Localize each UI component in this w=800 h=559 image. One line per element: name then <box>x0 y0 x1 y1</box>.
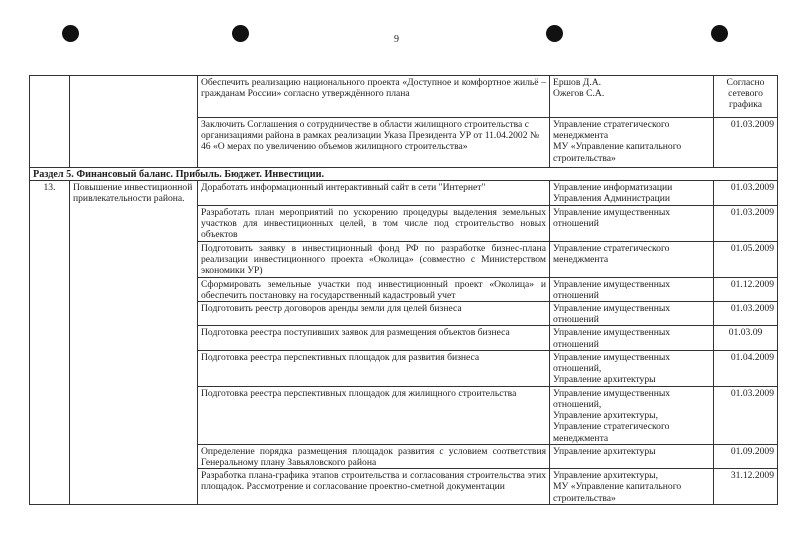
deadline-cell: 01.04.2009 <box>714 350 778 386</box>
responsible-line: Управление имущественных отношений <box>553 327 671 350</box>
responsible-cell <box>550 277 714 301</box>
responsible-line: Управление имущественных отношений, <box>553 387 671 411</box>
responsible-cell <box>550 386 714 444</box>
num-cell <box>30 76 70 168</box>
responsible-cell <box>550 326 714 350</box>
deadline-cell: 01.03.09 <box>714 326 778 350</box>
responsible-cell <box>550 469 714 505</box>
responsible-line: Управление архитектуры, <box>553 410 658 422</box>
activity-cell: Сформировать земельные участки под инвестиционный проект «Околица» и обеспечить постановку на государственный кадастровый учет <box>198 277 550 301</box>
activity-cell: Разработка плана-графика этапов строительства и согласования строительства этих площадок. Рассмотрение и согласование проектно-сметной документации <box>198 469 550 505</box>
responsible-cell <box>550 350 714 386</box>
deadline-cell: 01.03.2009 <box>714 118 778 168</box>
deadline-cell: 01.03.2009 <box>714 302 778 326</box>
responsible-cell <box>550 302 714 326</box>
responsible-line: Управление стратегического менеджмента <box>553 119 670 142</box>
plan-table <box>29 75 778 505</box>
activity-cell: Заключить Соглашения о сотрудничестве в области жилищного строительства с организациями района в рамках реализации Указа Президента УР от 11.04.2002 № 46 «О мерах по увеличению объемов жилищного строительства» <box>198 118 550 168</box>
activity-cell: Подготовить реестр договоров аренды земли для целей бизнеса <box>198 302 550 326</box>
activity-cell: Доработать информационный интерактивный сайт в сети "Интернет" <box>198 181 550 205</box>
activity-cell: Обеспечить реализацию национального проекта «Доступное и комфортное жильё – гражданам России» согласно утверждённого плана <box>198 76 550 118</box>
binder-hole-1 <box>62 25 79 42</box>
goal-cell <box>70 76 198 168</box>
activity-cell: Подготовка реестра перспективных площадок для жилищного строительства <box>198 386 550 444</box>
binder-hole-4 <box>711 25 728 42</box>
responsible-cell <box>550 181 714 205</box>
responsible-line: МУ «Управление капитального строительства» <box>553 481 682 504</box>
section-title: Раздел 5. Финансовый баланс. Прибыль. Бюджет. Инвестиции. <box>30 168 778 181</box>
table-row <box>30 76 778 118</box>
activity-cell: Подготовка реестра поступивших заявок для размещения объектов бизнеса <box>198 326 550 350</box>
responsible-line: Управление стратегического менеджмента <box>553 421 670 444</box>
activity-cell: Подготовить заявку в инвестиционный фонд РФ по разработке бизнес-плана реализации инвестиционного проекта «Околица» (совместно с Министерством экономики УР) <box>198 241 550 277</box>
deadline-cell: Согласно сетевого графика <box>714 76 778 118</box>
binder-hole-3 <box>546 25 563 42</box>
responsible-line: Управления Администрации <box>553 193 670 205</box>
page-number: 9 <box>394 34 399 45</box>
responsible-cell <box>550 444 714 468</box>
binder-hole-2 <box>232 25 249 42</box>
deadline-cell: 31.12.2009 <box>714 469 778 505</box>
responsible-line: Управление имущественных отношений <box>553 303 671 326</box>
deadline-cell: 01.03.2009 <box>714 205 778 241</box>
responsible-line: МУ «Управление капитального строительства» <box>553 141 682 164</box>
table-row <box>30 181 778 205</box>
responsible-line: Управление имущественных отношений <box>553 278 671 301</box>
item-goal: Повышение инвестиционной привлекательности района. <box>70 181 198 505</box>
responsible-cell <box>550 205 714 241</box>
responsible-cell <box>550 118 714 168</box>
deadline-cell: 01.12.2009 <box>714 277 778 301</box>
responsible-line: Управление имущественных отношений, <box>553 351 671 375</box>
responsible-line: Ожегов С.А. <box>553 88 605 100</box>
responsible-line: Управление архитектуры <box>553 445 656 457</box>
responsible-line: Управление архитектуры, <box>553 470 658 482</box>
section-header-row <box>30 168 778 181</box>
responsible-line: Ершов Д.А. <box>553 77 602 88</box>
deadline-cell: 01.03.2009 <box>714 181 778 205</box>
deadline-cell: 01.03.2009 <box>714 386 778 444</box>
responsible-line: Управление информатизации <box>553 182 673 194</box>
activity-cell: Подготовка реестра перспективных площадок для развития бизнеса <box>198 350 550 386</box>
activity-cell: Разработать план мероприятий по ускорению процедуры выделения земельных участков для инвестиционных целей, в том числе под строительство новых объектов <box>198 205 550 241</box>
responsible-cell <box>550 76 714 118</box>
responsible-line: Управление стратегического менеджмента <box>553 242 670 265</box>
responsible-line: Управление архитектуры <box>553 374 656 386</box>
item-number: 13. <box>30 181 70 505</box>
responsible-line: Управление имущественных отношений <box>553 206 671 229</box>
activity-cell: Определение порядка размещения площадок развития с условием соответствия Генеральному плану Завьяловского района <box>198 444 550 468</box>
deadline-cell: 01.05.2009 <box>714 241 778 277</box>
responsible-cell <box>550 241 714 277</box>
deadline-cell: 01.09.2009 <box>714 444 778 468</box>
